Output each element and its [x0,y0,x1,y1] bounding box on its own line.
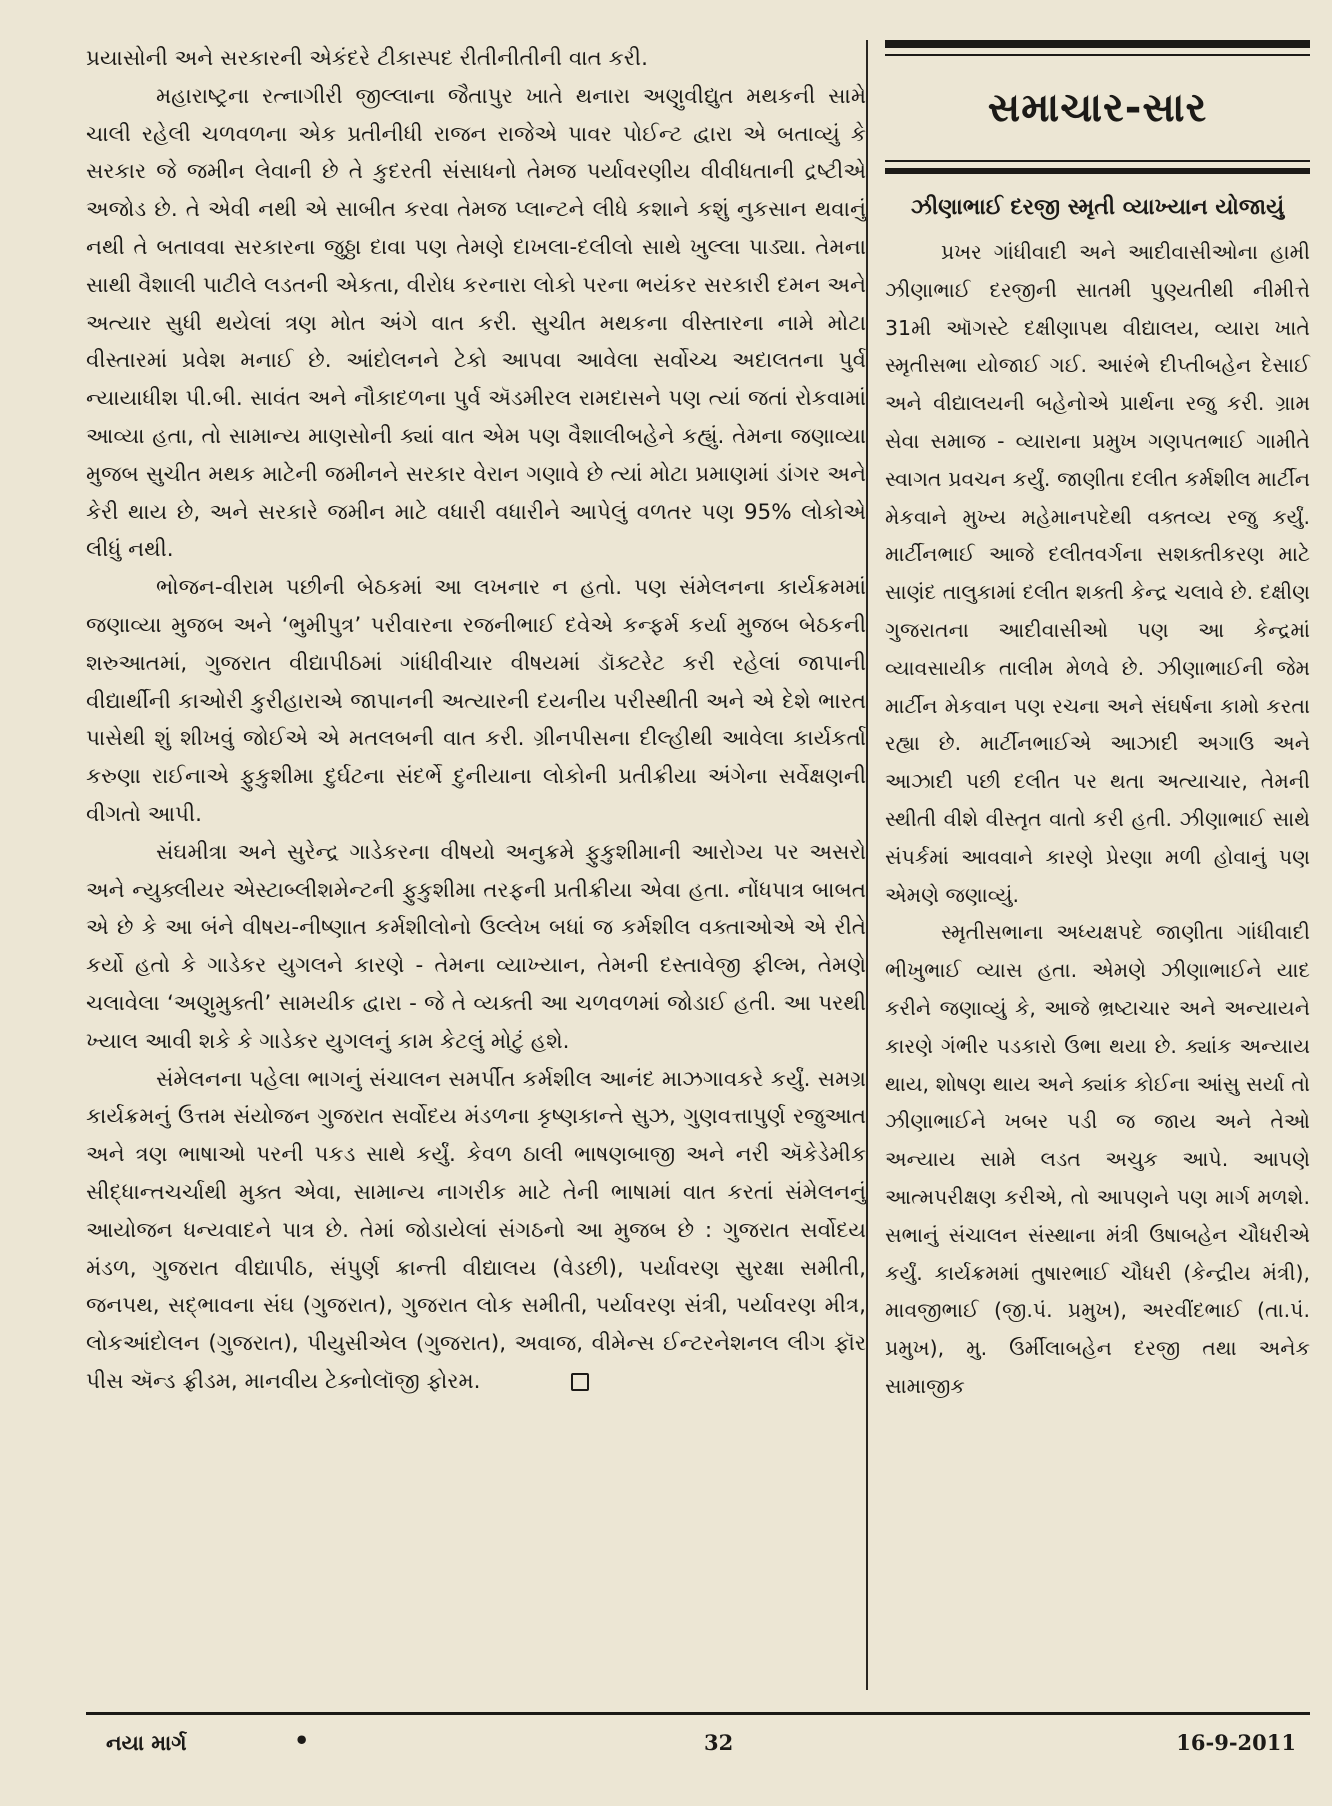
publication-name: નયા માર્ગ [106,1730,187,1755]
footer-separator: • [294,1726,310,1755]
paragraph: સ્મૃતીસભાના અધ્યક્ષપદે જાણીતા ગાંધીવાદી ભીખુભાઈ વ્યાસ હતા. એમણે ઝીણાભાઈને યાદ કરીને જણાવ્યું કે, આજે ભ્રષ્ટાચાર અને અન્યાયને કારણે ગંભીર પડકારો ઉભા થયા છે. ક્યાંક અન્યાય થાય, શોષણ થાય અને ક્યાંક કોઈના આંસુ સર્યા તો ઝીણાભાઈને ખબર પડી જ જાય અને તેઓ અન્યાય સામે લડત અચુક આપે. આપણે આત્મપરીક્ષણ કરીએ, તો આપણને પણ માર્ગ મળશે. સભાનું સંચાલન સંસ્થાના મંત્રી ઉષાબહેન ચૌધરીએ કર્યું. કાર્યક્રમમાં તુષારભાઈ ચૌધરી (કેન્દ્રીય મંત્રી), માવજીભાઈ (જી.પં. પ્રમુખ), અરવીંદભાઈ (તા.પં. પ્રમુખ), મુ. ઉર્મીલાબહેન દરજી તથા અનેક સામાજીક [885,920,1310,1398]
section-rule-bottom-thin [885,160,1310,162]
issue-date: 16-9-2011 [1176,1730,1296,1755]
right-column [885,40,1310,1406]
section-title: સમાચાર-સાર [987,85,1208,131]
page-footer [86,1726,1310,1762]
left-column [86,40,866,1401]
section-rule-top [885,40,1310,48]
paragraph: સંઘમીત્રા અને સુરેન્દ્ર ગાડેકરના વીષયો અનુક્રમે ફુકુશીમાની આરોગ્ય પર અસરો અને ન્યુક્લીયર એસ્ટાબ્લીશમેન્ટની ફુકુશીમા તરફની પ્રતીક્રીયા એવા હતા. નોંધપાત્ર બાબત એ છે કે આ બંને વીષય-નીષ્ણાત કર્મશીલોનો ઉલ્લેખ બધાં જ કર્મશીલ વક્તાઓએ એ રીતે કર્યો હતો કે ગાડેકર યુગલને કારણે - તેમના વ્યાખ્યાન, તેમની દસ્તાવેજી ફીલ્મ, તેમણે ચલાવેલા ‘અણુમુક્તી’ સામયીક દ્વારા - જે તે વ્યક્તી આ ચળવળમાં જોડાઈ હતી. આ પરથી ખ્યાલ આવી શકે કે ગાડેકર યુગલનું કામ કેટલું મોટું હશે. [86,839,866,1054]
paragraph: પ્રખર ગાંધીવાદી અને આદીવાસીઓના હામી ઝીણાભાઈ દરજીની સાતમી પુણ્યતીથી નીમીત્તે 31મી ઑગસ્ટે દક્ષીણાપથ વીદ્યાલય, વ્યારા ખાતે સ્મૃતીસભા યોજાઈ ગઈ. આરંભે દીપ્તીબહેન દેસાઈ અને વીદ્યાલયની બહેનોએ પ્રાર્થના રજુ કરી. ગ્રામ સેવા સમાજ - વ્યારાના પ્રમુખ ગણપતભાઈ ગામીતે સ્વાગત પ્રવચન કર્યું. જાણીતા દલીત કર્મશીલ માર્ટીન મેકવાને મુખ્ય મહેમાનપદેથી વક્તવ્ય રજુ કર્યું. માર્ટીનભાઈ આજે દલીતવર્ગના સશક્તીકરણ માટે સાણંદ તાલુકામાં દલીત શક્તી કેન્દ્ર ચલાવે છે. દક્ષીણ ગુજરાતના આદીવાસીઓ પણ આ કેન્દ્રમાં વ્યાવસાયીક તાલીમ મેળવે છે. ઝીણાભાઈની જેમ માર્ટીન મેકવાન પણ રચના અને સંઘર્ષના કામો કરતા રહ્યા છે. માર્ટીનભાઈએ આઝાદી અગાઉ અને આઝાદી પછી દલીત પર થતા અત્યાચાર, તેમની સ્થીતી વીશે વીસ્તૃત વાતો કરી હતી. ઝીણાભાઈ સાથે સંપર્કમાં આવવાને કારણે પ્રેરણા મળી હોવાનું પણ એમણે જણાવ્યું. [885,240,1310,907]
page-number: 32 [704,1730,734,1755]
article-body [885,234,1310,1406]
column-divider [866,40,868,1690]
paragraph-text: સંમેલનના પહેલા ભાગનું સંચાલન સમર્પીત કર્મશીલ આનંદ માઝગાવકરે કર્યું. સમગ્ર કાર્યક્રમનું ઉત્તમ સંયોજન ગુજરાત સર્વોદય મંડળના કૃષ્ણકાન્તે સુઝ, ગુણવત્તાપુર્ણ રજુઆત અને ત્રણ ભાષાઓ પરની પકડ સાથે કર્યું. કેવળ ઠાલી ભાષણબાજી અને નરી ઍકેડેમીક સીદ્ધાન્તચર્ચાથી મુક્ત એવા, સામાન્ય નાગરીક માટે તેની ભાષામાં વાત કરતાં સંમેલનનું આયોજન ધન્યવાદને પાત્ર છે. તેમાં જોડાયેલાં સંગઠનો આ મુજબ છે : ગુજરાત સર્વોદય મંડળ, ગુજરાત વીદ્યાપીઠ, સંપુર્ણ ક્રાન્તી વીદ્યાલય (વેડછી), પર્યાવરણ સુરક્ષા સમીતી, જનપથ, સદ્ભાવના સંઘ (ગુજરાત), ગુજરાત લોક સમીતી, પર્યાવરણ સંત્રી, પર્યાવરણ મીત્ર, લોકઆંદોલન (ગુજરાત), પીયુસીએલ (ગુજરાત), અવાજ, વીમેન્સ ઈન્ટરનેશનલ લીગ ફૉર પીસ ઍન્ડ ફ્રીડમ, માનવીય ટેક્નોલૉજી ફોરમ. [86,1066,866,1394]
paragraph: ભોજન-વીરામ પછીની બેઠકમાં આ લખનાર ન હતો. પણ સંમેલનના કાર્યક્રમમાં જણાવ્યા મુજબ અને ‘ભુમીપુત્ર’ પરીવારના રજનીભાઈ દવેએ કન્ફર્મ કર્યા મુજબ બેઠકની શરુઆતમાં, ગુજરાત વીદ્યાપીઠમાં ગાંધીવીચાર વીષયમાં ડૉક્ટરેટ કરી રહેલાં જાપાની વીદ્યાર્થીની કાઓરી કુરીહારાએ જાપાનની અત્યારની દયનીય પરીસ્થીતી અને એ દેશે ભારત પાસેથી શું શીખવું જોઈએ એ મતલબની વાત કરી. ગ્રીનપીસના દીલ્હીથી આવેલા કાર્યકર્તા કરુણા રાઈનાએ ફુકુશીમા દુર્ઘટના સંદર્ભે દુનીયાના લોકોની પ્રતીક્રીયા અંગેના સર્વેક્ષણની વીગતો આપી. [86,575,866,827]
section-rule-bottom [885,168,1310,174]
section-rule-top-thin [885,54,1310,56]
paragraph: પ્રયાસોની અને સરકારની એકંદરે ટીકાસ્પદ રીતીનીતીની વાત કરી. [86,46,648,71]
article-title: ઝીણાભાઈ દરજી સ્મૃતી વ્યાખ્યાન યોજાયું [910,195,1285,220]
paragraph: મહારાષ્ટ્રના રત્નાગીરી જીલ્લાના જૈતાપુર ખાતે થનારા અણુવીદ્યુત મથકની સામે ચાલી રહેલી ચળવળના એક પ્રતીનીધી રાજન રાજેએ પાવર પોઈન્ટ દ્વારા એ બતાવ્યું કે સરકાર જે જમીન લેવાની છે તે કુદરતી સંસાધનો તેમજ પર્યાવરણીય વીવીધતાની દ્રષ્ટીએ અજોડ છે. તે એવી નથી એ સાબીત કરવા તેમજ પ્લાન્ટને લીધે કશાને કશું નુકસાન થવાનું નથી તે બતાવવા સરકારના જુઠ્ઠા દાવા પણ તેમણે દાખલા-દલીલો સાથે ખુલ્લા પાડ્યા. તેમના સાથી વૈશાલી પાટીલે લડતની એકતા, વીરોધ કરનારા લોકો પરના ભયંકર સરકારી દમન અને અત્યાર સુધી થયેલાં ત્રણ મોત અંગે વાત કરી. સુચીત મથકના વીસ્તારના નામે મોટા વીસ્તારમાં પ્રવેશ મનાઈ છે. આંદોલનને ટેકો આપવા આવેલા સર્વોચ્ચ અદાલતના પુર્વ ન્યાયાધીશ પી.બી. સાવંત અને નૌકાદળના પુર્વ ઍડમીરલ રામદાસને પણ ત્યાં જતાં રોકવામાં આવ્યા હતા, તો સામાન્ય માણસોની ક્યાં વાત એમ પણ વૈશાલીબહેને કહ્યું. તેમના જણાવ્યા મુજબ સુચીત મથક માટેની જમીનને સરકાર વેરાન ગણાવે છે ત્યાં મોટા પ્રમાણમાં ડાંગર અને કેરી થાય છે, અને સરકારે જમીન માટે વધારી વધારીને આપેલું વળતર પણ 95% લોકોએ લીધું નથી. [86,83,866,563]
end-of-article-icon [571,1373,589,1391]
paragraph-last [86,1061,866,1401]
footer-rule [86,1712,1310,1715]
